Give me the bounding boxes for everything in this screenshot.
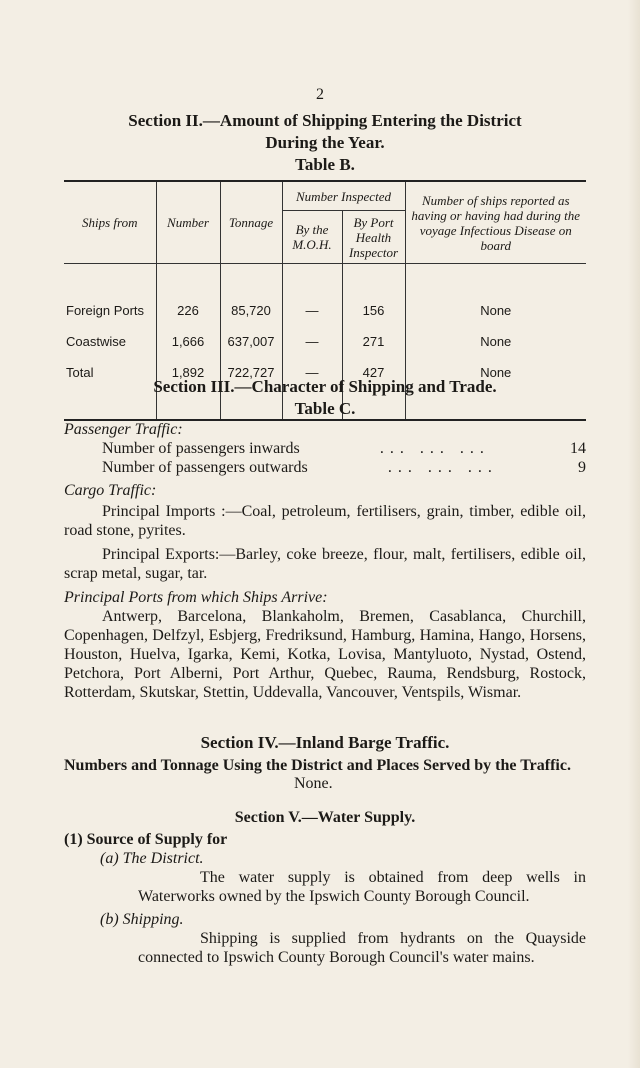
passenger-traffic-heading: Passenger Traffic: [64, 421, 183, 438]
district-text: The water supply is obtained from deep wells in Waterworks owned by the Ipswich County Borough Council. [138, 869, 586, 905]
header-reported: Number of ships reported as having or having had during the voyage Infectious Disease on board [405, 181, 586, 264]
cell-port: 271 [342, 326, 405, 357]
section-2-title-line2: During the Year. [265, 133, 385, 152]
cell-tonnage: 637,007 [220, 326, 282, 357]
cell-reported: None [480, 365, 512, 380]
passengers-inwards-row [64, 439, 586, 458]
passengers-inwards-value: 14 [570, 440, 586, 457]
item-1-number: (1) [64, 831, 83, 848]
cell-tonnage: 85,720 [220, 295, 282, 326]
header-tonnage: Tonnage [220, 181, 282, 264]
section-4-value: None. [294, 775, 333, 792]
cell-number: 1,892 [156, 357, 220, 388]
cell-number: 1,666 [156, 326, 220, 357]
cell-reported: None [480, 334, 512, 349]
shipping-heading-row [64, 910, 586, 929]
principal-imports: Principal Imports :—Coal, petroleum, fertilisers, grain, timber, edible oil, road stone, pyrites. [64, 503, 586, 539]
item-b-heading: Shipping. [122, 911, 184, 928]
cell-moh: — [282, 357, 342, 388]
principal-ports-heading: Principal Ports from which Ships Arrive: [64, 589, 328, 606]
shipping-text: Shipping is supplied from hydrants on the Quayside connected to Ipswich County Borough Council's water mains. [138, 930, 586, 966]
section-2-title-line1: Section II.—Amount of Shipping Entering the District [128, 111, 522, 130]
page-number: 2 [316, 86, 324, 103]
section-4 [64, 732, 586, 792]
header-by-port: By Port Health Inspector [342, 211, 405, 264]
source-of-supply-row [64, 830, 586, 849]
section-3-title: Section III.—Character of Shipping and Trade. [153, 377, 497, 396]
cell-moh: — [282, 326, 342, 357]
cell-port: 427 [342, 357, 405, 388]
dot-leader: ... ... ... [387, 459, 498, 476]
header-number-inspected: Number Inspected [282, 181, 405, 211]
principal-exports: Principal Exports:—Barley, coke breeze, flour, malt, fertilisers, edible oil, scrap metal, sugar, tar. [64, 546, 586, 582]
section-2-header [60, 110, 590, 176]
cell-reported: None [480, 303, 512, 318]
table-row [64, 295, 586, 326]
passengers-inwards-label: Number of passengers inwards [102, 440, 300, 457]
principal-ports-list: Antwerp, Barcelona, Blankaholm, Bremen, Casablanca, Churchill, Copenhagen, Delfzyl, Esbjerg, Fredriksund, Hamburg, Hamina, Hango, Horsens, Houston, Huelva, Igarka, Kemi, Kotka, Lovisa, Mantyluoto, Nystad, Ostend, Petchora, Port Alberni, Port Arthur, Quebec, Rauma, Rendsburg, Rostock, Rotterdam, Skutskar, Stettin, Uddevalla, Vancouver, Ventspils, Wismar. [64, 608, 586, 701]
header-ships-from: Ships from [64, 181, 156, 264]
cell-tonnage: 722,727 [220, 357, 282, 388]
district-heading-row [64, 849, 586, 868]
page-edge [628, 0, 640, 1068]
header-number: Number [156, 181, 220, 264]
passengers-outwards-label: Number of passengers outwards [102, 459, 308, 476]
table-c-label: Table C. [294, 399, 356, 418]
passengers-outwards-row [64, 458, 586, 477]
section-4-title: Section IV.—Inland Barge Traffic. [200, 733, 450, 752]
cell-from: Foreign Ports [64, 295, 156, 326]
section-4-heading: Numbers and Tonnage Using the District and Places Served by the Traffic. [64, 757, 571, 774]
section-3 [64, 376, 586, 702]
section-5-title: Section V.—Water Supply. [234, 809, 416, 826]
item-b-label: (b) [100, 911, 119, 928]
cell-from: Total [64, 357, 156, 388]
dot-leader: ... ... ... [379, 440, 490, 457]
cell-from: Coastwise [64, 326, 156, 357]
item-a-label: (a) [100, 850, 119, 867]
table-b-label: Table B. [295, 155, 355, 174]
item-1-label: Source of Supply for [86, 831, 228, 848]
header-by-moh: By the M.O.H. [282, 211, 342, 264]
item-a-heading: The District. [122, 850, 204, 867]
table-row [64, 326, 586, 357]
cell-moh: — [282, 295, 342, 326]
cell-number: 226 [156, 295, 220, 326]
cell-port: 156 [342, 295, 405, 326]
passengers-outwards-value: 9 [578, 459, 586, 476]
cargo-traffic-heading: Cargo Traffic: [64, 482, 157, 499]
section-5 [64, 808, 586, 967]
